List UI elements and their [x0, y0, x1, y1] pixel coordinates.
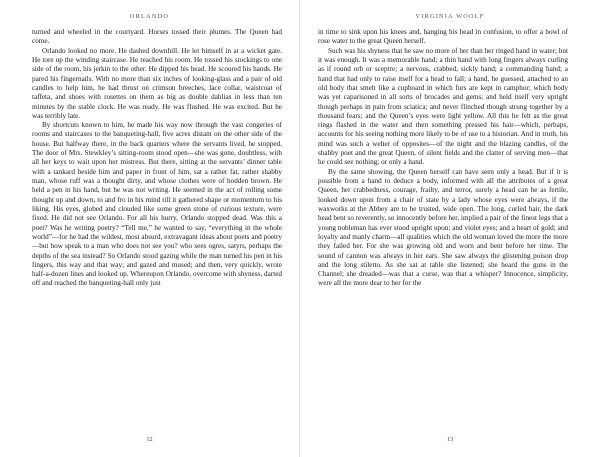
- running-head-left: ORLANDO: [129, 13, 170, 20]
- paragraph: Such was his shyness that he saw no more of her than her ringed hand in water; but it was enough. It was a memorable hand; a thin hand with long fingers always curling as if round orb or sceptre; a nervous, crabbed, sickly hand; a commanding hand; a hand that had only to raise itself for a head to fall; a hand, he guessed, attached to an old body that smelt like a cupboard in which furs are kept in camphor; which body was yet caparisoned in all sorts of brocades and gems; and held itself very upright though perhaps in pain from sciatica; and never flinched though strung together by a thousand fears; and the Queen’s eyes were light yellow. All this he felt as the great rings flashed in the water and then something pressed his hair—which, perhaps, accounts for his seeing nothing more likely to be of use to a historian. And in truth, his mind was such a welter of opposites—of the night and the blazing candles, of the shabby poet and the great Queen, of silent fields and the clatter of serving men—that he could see nothing; or only a hand.: [318, 46, 568, 167]
- page-number-right: 13: [446, 436, 454, 443]
- right-page: [300, 0, 600, 457]
- paragraph: Orlando looked no more. He dashed downhill. He let himself in at a wicket gate. He tore up the winding staircase. He reached his room. He tossed his stockings to one side of the room, his jerkin to the other. He dipped his head. He scoured his hands. He pared his fingernails. With no more than six inches of looking-glass and a pair of old candles to help him, he had thrust on crimson breeches, lace collar, waistcoat of taffeta, and shoes with rosettes on them as big as double dahlias in less than ten minutes by the stable clock. He was ready. He was flushed. He was excited. But he was terribly late.: [32, 46, 282, 120]
- running-head-right: VIRGINIA WOOLF: [415, 13, 485, 20]
- paragraph: By shortcuts known to him, he made his way now through the vast congeries of rooms and staircases to the banqueting-hall, five acres distant on the other side of the house. But halfway there, in the back quarters where the servants lived, he stopped. The door of Mrs. Stewkley’s sitting-room stood open—she was gone, doubtless, with all her keys to wait upon her mistress. But there, sitting at the servants’ dinner table with a tankard beside him and paper in front of him, sat a rather fat, rather shabby man, whose ruff was a thought dirty, and whose clothes were of hodden brown. He held a pen in his hand, but he was not writing. He seemed in the act of rolling some thought up and down, to and fro in his mind till it gathered shape or momentum to his liking. His eyes, globed and clouded like some green stone of curious texture, were fixed. He did not see Orlando. For all his hurry, Orlando stopped dead. Was this a poet? Was he writing poetry? “Tell me,” he wanted to say, “everything in the whole world”—for he had the wildest, most absurd, extravagant ideas about poets and poetry—but how speak to a man who does not see you? who sees ogres, satyrs, perhaps the depths of the sea instead? So Orlando stood gazing while the man turned his pen in his fingers, this way and that way; and gazed and mused; and then, very quickly, wrote half-a-dozen lines and looked up. Whereupon Orlando, overcome with shyness, darted off and reached the banqueting-hall only just: [32, 121, 282, 288]
- paragraph: turned and wheeled in the courtyard. Horses tossed their plumes. The Queen had come.: [32, 28, 282, 46]
- left-page-body: [32, 28, 282, 289]
- paragraph: By the same showing, the Queen herself can have seen only a head. But if it is possible from a hand to deduce a body, informed with all the attributes of a great Queen, her crabbedness, courage, frailty, and terror, surely a head can be as fertile, looked down upon from a chair of state by a lady whose eyes were always, if the waxworks at the Abbey are to be trusted, wide open. The long, curled hair, the dark head bent so reverently, so innocently before her, implied a pair of the finest legs that a young nobleman has ever stood upright upon; and violet eyes; and a heart of gold; and loyalty and manly charm—all qualities which the old woman loved the more the more they failed her. For she was growing old and worn and bent before her time. The sound of cannon was always in her ears. She saw always the glistening poison drop and the long stiletto. As she sat at table she listened; she heard the guns in the Channel; she dreaded—was that a curse, was that a whisper? Innocence, simplicity, were all the more dear to her for the: [318, 167, 568, 288]
- paragraph: in time to sink upon his knees and, hanging his head in confusion, to offer a bowl of rose water to the great Queen herself.: [318, 28, 568, 46]
- right-page-body: [318, 28, 568, 289]
- page-number-left: 12: [146, 436, 153, 443]
